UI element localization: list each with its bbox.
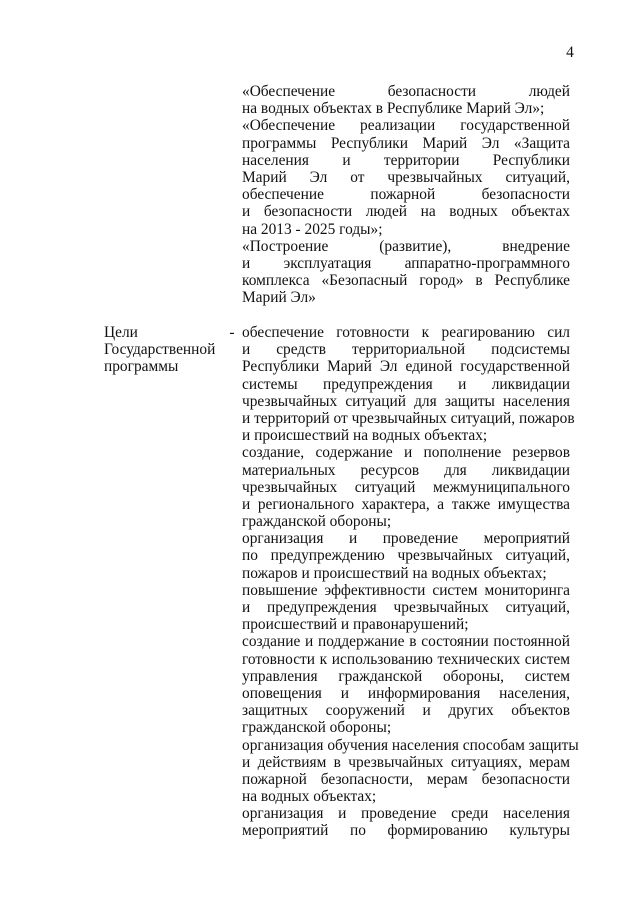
text-line: обеспечение пожарной безопасности [242,186,570,204]
text-line: и безопасности людей на водных объектах [242,203,570,221]
text-line: программы Республики Марий Эл «Защита [242,134,570,152]
text-line: обеспечение готовности к реагированию сил [242,324,570,341]
text-line: Марий Эл» [242,289,316,307]
text-line: повышение эффективности систем мониторинга [242,581,570,599]
text-line: готовности к использованию технических систем [242,650,570,668]
text-line: управления гражданской обороны, систем [242,667,570,685]
text-line: организация и проведение среди населения [242,805,570,823]
text-line: пожаров и происшествий на водных объектах; [242,564,547,582]
text-line: оповещения и информирования населения, [242,684,570,702]
text-line: защитных сооружений и других объектов [242,702,570,720]
text-line: на 2013 - 2025 годы»; [242,220,383,238]
text-line: «Построение (развитие), внедрение [242,237,570,255]
text-line: и происшествий на водных объектах; [242,427,488,445]
text-line: гражданской обороны; [242,719,392,737]
text-line: и эксплуатация аппаратно-программного [242,254,570,272]
text-line: организация обучения населения способам защиты [242,736,579,754]
text-line: и действиям в чрезвычайных ситуациях, мерам [242,753,570,771]
programs-list-continued [242,83,570,306]
text-line: материальных ресурсов для ликвидации [242,461,570,479]
text-line: комплекса «Безопасный город» в Республике [242,272,570,290]
text-line: создание, содержание и пополнение резервов [242,444,570,462]
text-line: и предупреждения чрезвычайных ситуаций, [242,599,570,616]
text-line: мероприятий по формированию культуры [242,822,570,840]
text-line: чрезвычайных ситуаций для защиты населения [242,392,570,410]
text-line: происшествий и правонарушений; [242,616,469,634]
label-line: Цели [104,324,138,341]
text-line: пожарной безопасности, мерам безопасности [242,770,570,788]
text-line: и регионального характера, а также имущества [242,495,570,513]
text-line: и территорий от чрезвычайных ситуаций, пожаров [242,409,575,427]
text-line: «Обеспечение безопасности людей [242,83,570,100]
goals-text [242,324,579,840]
text-line: на водных объектах; [242,788,377,806]
goals-label [104,324,224,376]
text-line: «Обеспечение реализации государственной [242,117,570,135]
text-line: чрезвычайных ситуаций межмуниципального [242,478,570,496]
text-line: на водных объектах в Республике Марий Эл»; [242,100,545,118]
text-line: населения и территории Республики [242,151,570,169]
label-line: Государственной [104,341,216,359]
text-line: системы предупреждения и ликвидации [242,375,570,393]
text-line: Республики Марий Эл единой государственной [242,358,570,376]
text-line: Марий Эл от чрезвычайных ситуаций, [242,168,570,186]
page-number: 4 [566,44,574,61]
text-line: гражданской обороны; [242,513,392,531]
text-line: создание и поддержание в состоянии постоянной [242,633,570,651]
text-line: организация и проведение мероприятий [242,530,570,548]
text-line: по предупреждению чрезвычайных ситуаций, [242,547,570,565]
text-line: и средств территориальной подсистемы [242,341,570,359]
dash-separator: - [229,324,235,341]
label-line: программы [104,358,179,376]
